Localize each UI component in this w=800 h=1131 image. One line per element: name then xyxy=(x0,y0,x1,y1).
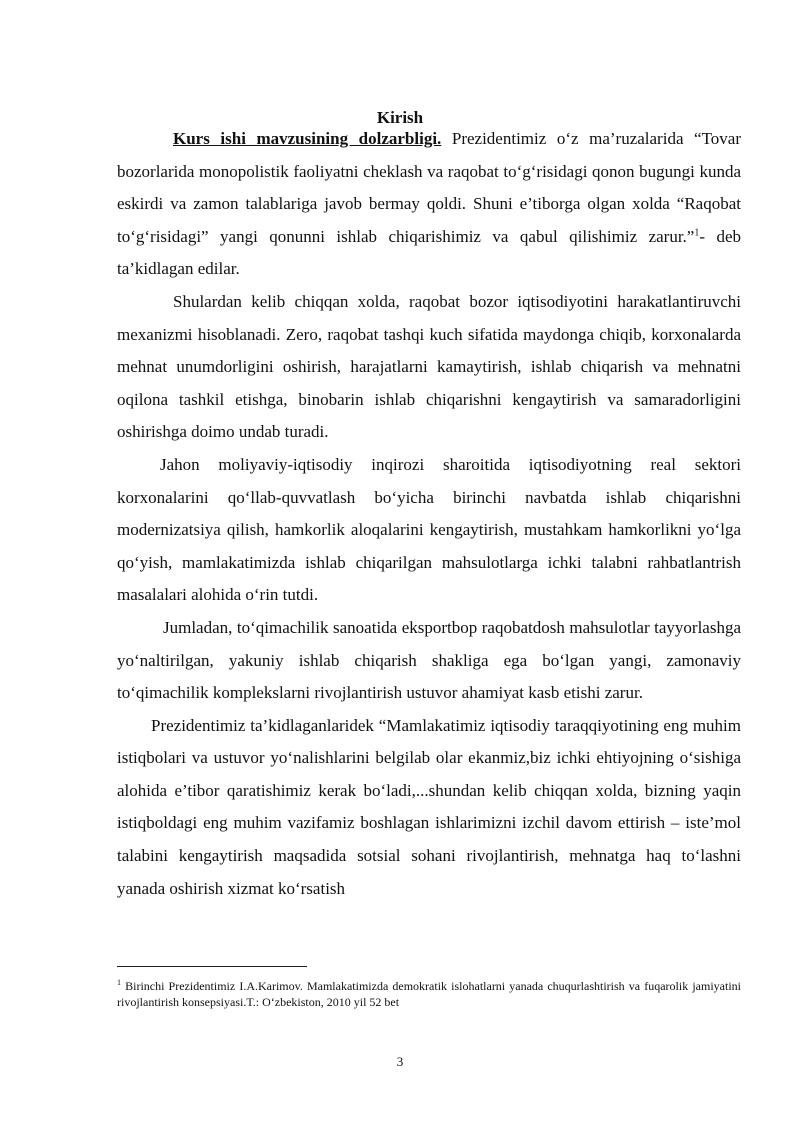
paragraph: Shulardan kelib chiqqan xolda, raqobat bozor iqtisodiyotini harakatlantiruvchi mexanizmi hisoblanadi. Zero, raqobat tashqi kuch sifatida maydonga chiqib, korxonalarda mehnat unumdorligini oshirish, harajatlarni kamaytirish, ishlab chiqarish va mehnatni oqilona tashkil etishga, binobarin ishlab chiqarishni kengaytirish va samaradorligini oshirishga doimo undab turadi. xyxy=(117,291,741,442)
paragraph-text-continuation: - deb ta’kidlagan edilar. xyxy=(117,226,741,279)
paragraph: Jumladan, to‘qimachilik sanoatida eksportbop raqobatdosh mahsulotlar tayyorlashga yo‘naltirilgan, yakuniy ishlab chiqarish shakliga ega bo‘lgan yangi, zamonaviy to‘qimachilik komplekslarni rivojlantirish ustuvor ahamiyat kasb etishi zarur. xyxy=(117,617,741,703)
footnote-reference[interactable]: 1 xyxy=(694,227,700,239)
footnote xyxy=(117,978,741,1010)
paragraph: Prezidentimiz ta’kidlaganlaridek “Mamlakatimiz iqtisodiy taraqqiyotining eng muhim istiqbolari va ustuvor yo‘nalishlarini belgilab olar ekanmiz,biz ichki ehtiyojning o‘sishiga alohida e’tibor qaratishimiz kerak bo‘ladi,...shundan kelib chiqqan xolda, bizning yaqin istiqboldagi eng muhim vazifamiz boshlagan ishlarimizni izchil davom ettirish – iste’mol talabini kengaytirish maqsadida sotsial sohani rivojlantirish, mehnatga haq to‘lashni yanada oshirish xizmat ko‘rsatish xyxy=(117,715,741,898)
paragraph-intro xyxy=(117,123,741,286)
page-number: 3 xyxy=(396,1054,404,1069)
footnote-number: 1 xyxy=(117,978,121,987)
paragraph: Jahon moliyaviy-iqtisodiy inqirozi sharoitida iqtisodiyotning real sektori korxonalarini qo‘llab-quvvatlash bo‘yicha birinchi navbatda ishlab chiqarishni modernizatsiya qilish, hamkorlik aloqalarini kengaytirish, mustahkam hamkorlikni yo‘lga qo‘yish, mamlakatimizda ishlab chiqarilgan mahsulotlarga ichki talabni rahbatlantrish masalalari alohida o‘rin tutdi. xyxy=(117,454,741,605)
page-title: Kirish xyxy=(376,108,424,127)
body-text xyxy=(117,123,741,905)
section-lead-heading: Kurs ishi mavzusining dolzarbligi. xyxy=(173,129,442,148)
footnote-text: Birinchi Prezidentimiz I.A.Karimov. Mamlakatimizda demokratik islohatlarni yanada chuqurlashtirish va fuqarolik jamiyatini rivojlantirish konsepsiyasi.T.: O‘zbekiston, 2010 yil 52 bet xyxy=(117,979,741,1009)
footnote-separator xyxy=(117,966,307,967)
paragraph-text: Prezidentimiz o‘z ma’ruzalarida “Tovar bozorlarida monopolistik faoliyatni cheklash va raqobat to‘g‘risidagi qonon bugungi kunda eskirdi va zamon talablariga javob bermay qoldi. Shuni e’tiborga olgan xolda “Raqobat to‘g‘risidagi” yangi qonunni ishlab chiqarishimiz va qabul qilishimiz zarur.” xyxy=(117,129,741,246)
